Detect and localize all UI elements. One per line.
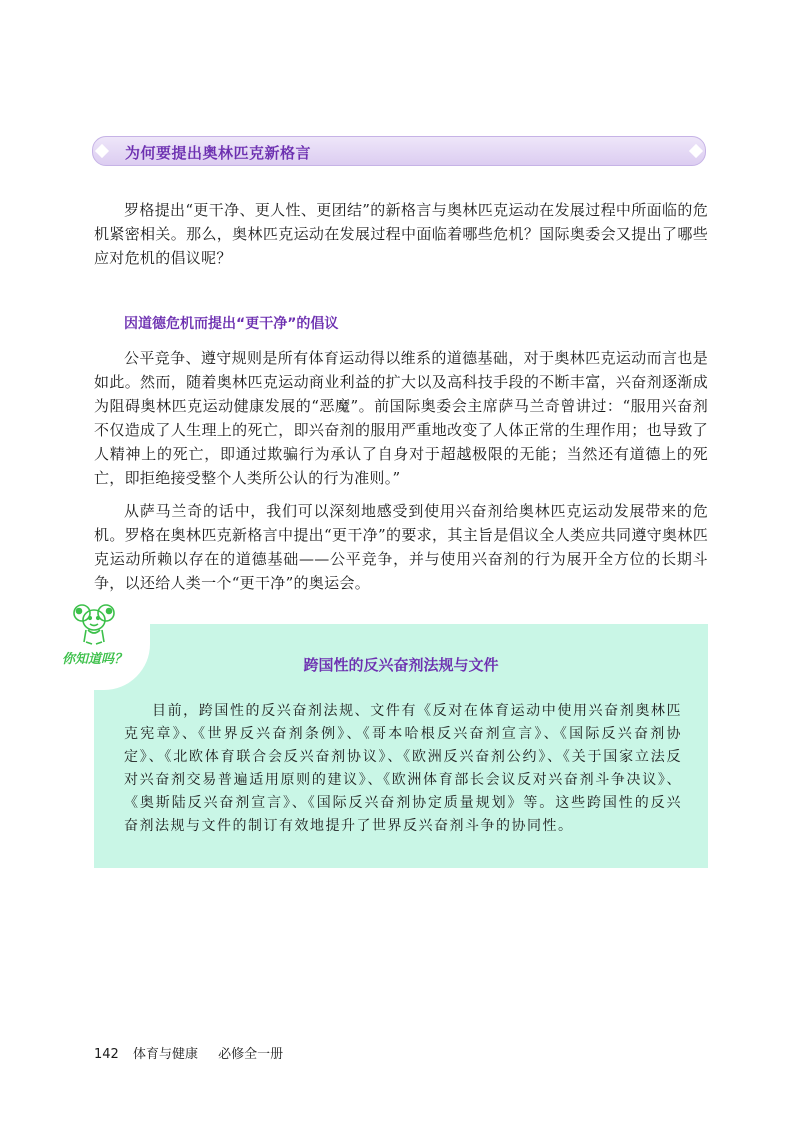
book-title: 体育与健康 — [132, 1047, 198, 1062]
info-box-title: 跨国性的反兴奋剂法规与文件 — [303, 656, 499, 674]
body-paragraph-1: 公平竞争、遵守规则是所有体育运动得以维系的道德基础，对于奥林匹克运动而言也是如此。然而，随着奥林匹克运动商业利益的扩大以及高科技手段的不断丰富，兴奋剂逐渐成为阻碍奥林匹克运动健康发展的“恶魔”。前国际奥委会主席萨马兰奇曾讲过：“服用兴奋剂不仅造成了人生理上的死亡，即兴奋剂的服用严重地改变了人体正常的生理作用；也导致了人精神上的死亡，即通过欺骗行为承认了自身对于超越极限的无能；当然还有道德上的死亡，即拒绝接受整个人类所公认的行为准则。” — [94, 349, 708, 487]
subsection-heading: 因道德危机而提出“更干净”的倡议 — [124, 316, 339, 332]
did-you-know-box — [94, 624, 708, 868]
mascot-character-icon — [66, 600, 122, 650]
page-number: 142 — [94, 1047, 119, 1062]
section-title: 为何要提出奥林匹克新格言 — [125, 144, 312, 162]
body-paragraph-2: 从萨马兰奇的话中，我们可以深刻地感受到使用兴奋剂给奥林匹克运动发展带来的危机。罗格在奥林匹克新格言中提出“更干净”的要求，其主旨是倡议全人类应共同遵守奥林匹克运动所赖以存在的道德基础——公平竞争，并与使用兴奋剂的行为展开全方位的长期斗争，以还给人类一个“更干净”的奥运会。 — [94, 502, 708, 592]
mascot-badge — [58, 600, 150, 690]
book-volume: 必修全一册 — [218, 1047, 284, 1062]
mascot-label: 你知道吗？ — [62, 652, 128, 667]
page-footer — [94, 1043, 283, 1062]
intro-paragraph: 罗格提出“更干净、更人性、更团结”的新格言与奥林匹克运动在发展过程中所面临的危机紧密相关。那么，奥林匹克运动在发展过程中面临着哪些危机？国际奥委会又提出了哪些应对危机的倡议呢？ — [94, 201, 708, 267]
info-box-text: 目前，跨国性的反兴奋剂法规、文件有《反对在体育运动中使用兴奋剂奥林匹克宪章》、《世界反兴奋剂条例》、《哥本哈根反兴奋剂宣言》、《国际反兴奋剂协定》、《北欧体育联合会反兴奋剂协议》、《欧洲反兴奋剂公约》、《关于国家立法反对兴奋剂交易普遍适用原则的建议》、《欧洲体育部长会议反对兴奋剂斗争决议》、《奥斯陆反兴奋剂宣言》、《国际反兴奋剂协定质量规划》等。这些跨国性的反兴奋剂法规与文件的制订有效地提升了世界反兴奋剂斗争的协同性。 — [124, 703, 682, 834]
section-banner — [92, 136, 706, 166]
